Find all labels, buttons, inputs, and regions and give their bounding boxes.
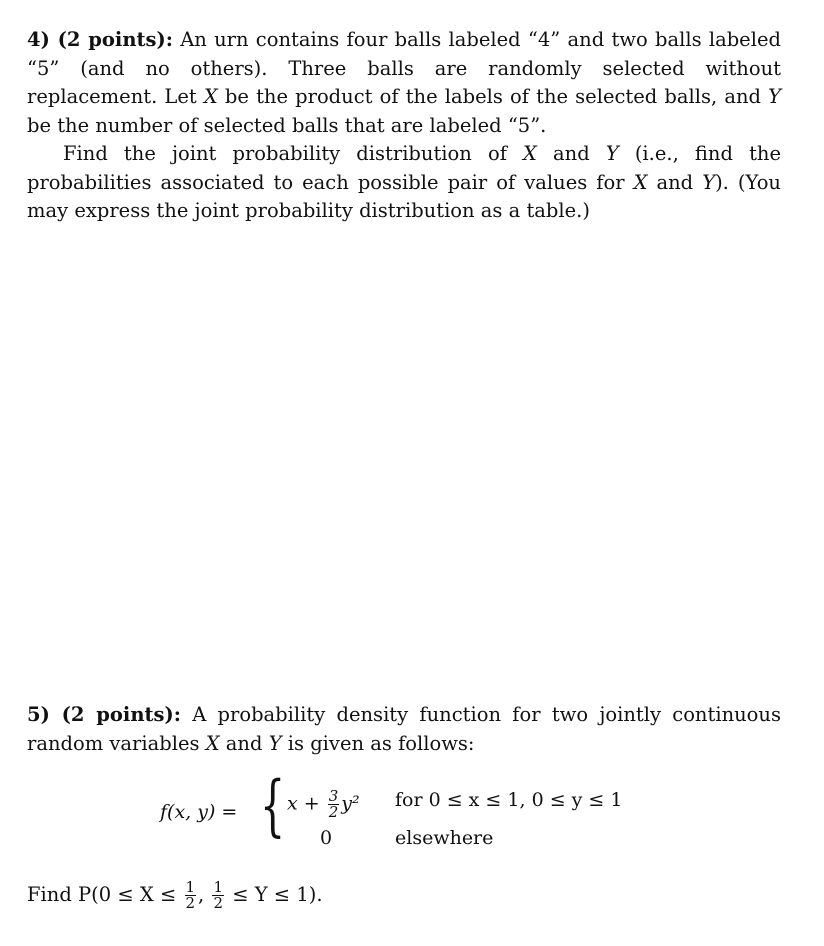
problem-5-text-1: A probability density function for two jointly continuous random variables (27, 703, 781, 755)
task-text-3: (i.e., find the probabilities associated to each possible pair of values for (27, 142, 782, 194)
var-x: X (633, 170, 648, 194)
pdf-case-1 (287, 789, 360, 820)
task-text-1: Find the joint probability distribution of (63, 142, 524, 165)
task-text-2: and (536, 142, 606, 165)
fraction-numerator: 3 (328, 787, 339, 805)
case-1-x: x + (287, 792, 320, 815)
pdf-condition-2: elsewhere (395, 827, 494, 849)
var-y: Y (268, 731, 282, 755)
problem-4-text-3: be the number of selected balls that are labeled “5”. (27, 113, 547, 137)
case-1-y-squared: y² (341, 792, 360, 815)
pdf-case-2: 0 (320, 827, 333, 849)
var-x: X (523, 142, 537, 165)
fraction-denominator: 2 (213, 894, 223, 912)
var-y: Y (702, 170, 716, 194)
problem-5-number: 5) (2 points): (27, 703, 181, 726)
task-text-4: and (647, 170, 703, 194)
problem-5-text-3: is given as follows: (281, 731, 475, 755)
problem-5 (27, 701, 781, 758)
problem-4-statement (27, 26, 781, 140)
var-x: X (205, 731, 220, 755)
fraction-numerator: 1 (213, 878, 223, 896)
pdf-equation (160, 767, 680, 855)
fraction-denominator: 2 (185, 894, 196, 912)
left-brace: { (260, 767, 286, 844)
fraction-three-halves (328, 789, 340, 820)
problem-4 (27, 26, 781, 226)
problem-4-task (27, 140, 781, 226)
problem-4-text-2: be the product of the labels of the selected balls, and (217, 85, 769, 108)
pdf-condition-1: for 0 ≤ x ≤ 1, 0 ≤ y ≤ 1 (395, 789, 623, 811)
fraction-denominator: 2 (328, 803, 339, 821)
find-probability (27, 880, 323, 911)
pdf-lhs: f(x, y) = (160, 801, 238, 823)
problem-5-statement (27, 701, 781, 758)
find-comma: , (198, 883, 205, 906)
problem-4-text-1: An urn contains four balls labeled “4” and two balls labeled “5” (and no others). Three balls are randomly selected without replacement. Let (27, 28, 781, 108)
problem-4-number: 4) (2 points): (27, 28, 173, 51)
fraction-one-half (212, 880, 224, 911)
var-y: Y (768, 85, 782, 108)
find-text-1: Find P(0 ≤ X ≤ (27, 883, 177, 906)
var-y: Y (605, 142, 619, 165)
task-text-5: ). (You may express the joint probability distribution as a table.) (27, 170, 781, 222)
var-x: X (203, 85, 218, 108)
find-text-2: ≤ Y ≤ 1). (232, 883, 323, 906)
problem-5-text-2: and (219, 731, 269, 755)
fraction-one-half (185, 880, 197, 911)
fraction-numerator: 1 (185, 878, 196, 896)
